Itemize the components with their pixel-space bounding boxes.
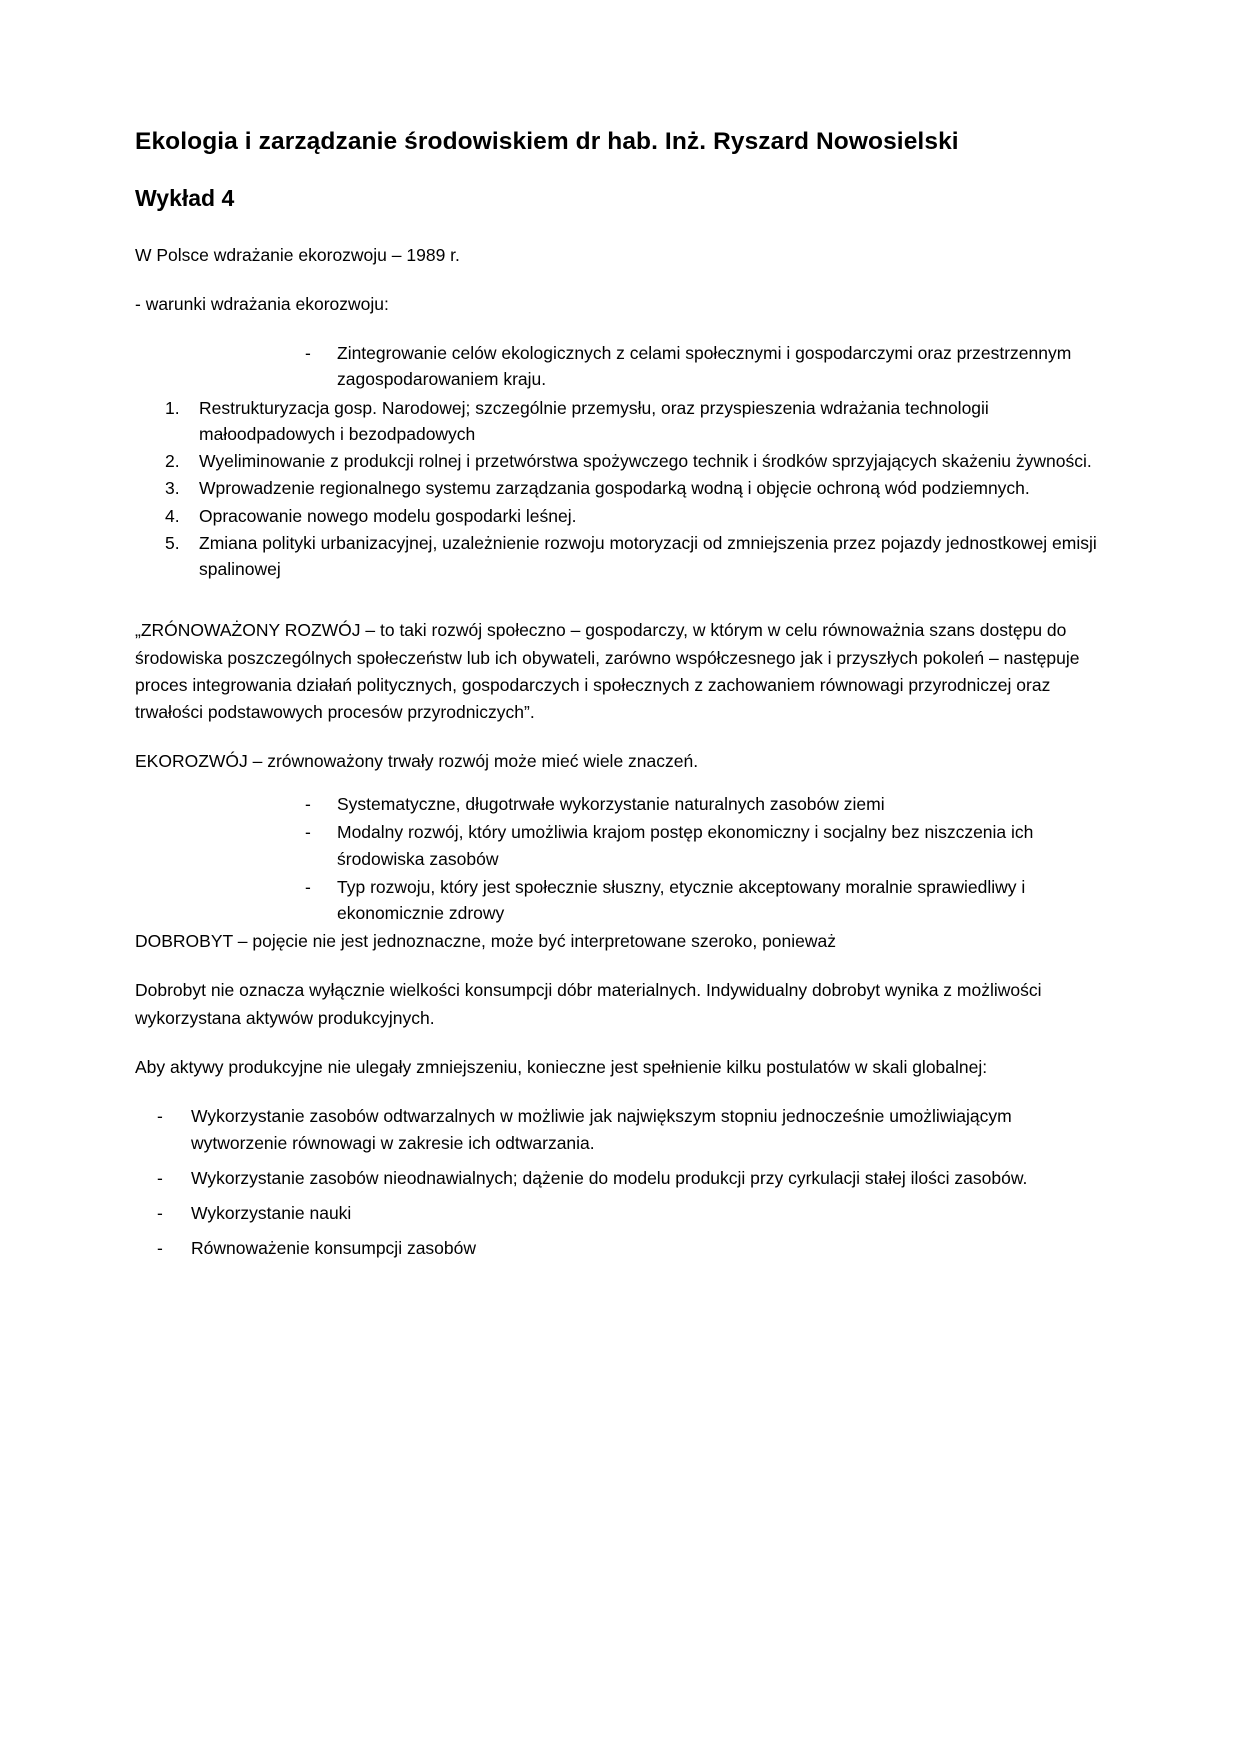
list-item: - Wykorzystanie zasobów odtwarzalnych w możliwie jak największym stopniu jednocześnie umożliwiającym wytworzenie równowagi w zakresie ich odtwarzania.	[157, 1103, 1105, 1157]
lecture-heading: Wykład 4	[135, 185, 235, 212]
list-item: Opracowanie nowego modelu gospodarki leśnej.	[199, 505, 577, 526]
postulaty-bullet-list	[135, 1103, 1105, 1263]
list-item: - Typ rozwoju, który jest społecznie słuszny, etycznie akceptowany moralnie sprawiedliwy i ekonomicznie zdrowy	[305, 874, 1105, 927]
list-item: - Wykorzystanie nauki	[157, 1200, 1105, 1227]
definition-paragraph: „ZRÓNOWAŻONY ROZWÓJ – to taki rozwój społeczno – gospodarczy, w którym w celu równoważnia szans dostępu do środowiska poszczególnych społeczeństw lub ich obywateli, zarówno współczesnego jak i przyszłych pokoleń – następuje proces integrowania działań politycznych, gospodarczych i społecznych z zachowaniem równowagi przyrodniczej oraz trwałości podstawowych procesów przyrodniczych”.	[135, 620, 1080, 722]
list-item: Zmiana polityki urbanizacyjnej, uzależnienie rozwoju motoryzacji od zmniejszenia przez pojazdy jednostkowej emisji spalinowej	[199, 532, 1097, 580]
page-title: Ekologia i zarządzanie środowiskiem dr hab. Inż. Ryszard Nowosielski	[135, 128, 959, 155]
intro-line: W Polsce wdrażanie ekorozwoju – 1989 r.	[135, 244, 460, 265]
section-spacer	[135, 583, 1105, 617]
list-item: - Systematyczne, długotrwałe wykorzystanie naturalnych zasobów ziemi	[305, 791, 1105, 817]
list-item: - Zintegrowanie celów ekologicznych z celami społecznymi i gospodarczymi oraz przestrzennym zagospodarowaniem kraju.	[305, 340, 1105, 393]
ekorozwoj-line: EKOROZWÓJ – zrównoważony trwały rozwój może mieć wiele znaczeń.	[135, 750, 699, 771]
list-item: Wyeliminowanie z produkcji rolnej i przetwórstwa spożywczego technik i środków sprzyjających skażeniu żywności.	[199, 451, 1092, 472]
aktywy-paragraph: Aby aktywy produkcyjne nie ulegały zmniejszeniu, konieczne jest spełnienie kilku postulatów w skali globalnej:	[135, 1056, 988, 1077]
conditions-bullet-list	[135, 340, 1105, 393]
dobrobyt-paragraph: Dobrobyt nie oznacza wyłącznie wielkości konsumpcji dóbr materialnych. Indywidualny dobrobyt wynika z możliwości wykorzystana aktywów produkcyjnych.	[135, 980, 1042, 1028]
list-item: - Modalny rozwój, który umożliwia krajom postęp ekonomiczny i socjalny bez niszczenia ich środowiska zasobów	[305, 819, 1105, 872]
ekorozwoj-bullet-list	[135, 791, 1105, 926]
dobrobyt-line: DOBROBYT – pojęcie nie jest jednoznaczne, może być interpretowane szeroko, ponieważ	[135, 931, 837, 952]
numbered-conditions-list	[135, 395, 1105, 583]
list-item: - Równoważenie konsumpcji zasobów	[157, 1235, 1105, 1262]
list-item: Wprowadzenie regionalnego systemu zarządzania gospodarką wodną i objęcie ochroną wód podziemnych.	[199, 478, 1030, 499]
list-item: Restrukturyzacja gosp. Narodowej; szczególnie przemysłu, oraz przyspieszenia wdrażania technologii małoodpadowych i bezodpadowych	[199, 397, 989, 444]
list-item: - Wykorzystanie zasobów nieodnawialnych; dążenie do modelu produkcji przy cyrkulacji stałej ilości zasobów.	[157, 1165, 1105, 1192]
conditions-heading: - warunki wdrażania ekorozwoju:	[135, 294, 389, 315]
